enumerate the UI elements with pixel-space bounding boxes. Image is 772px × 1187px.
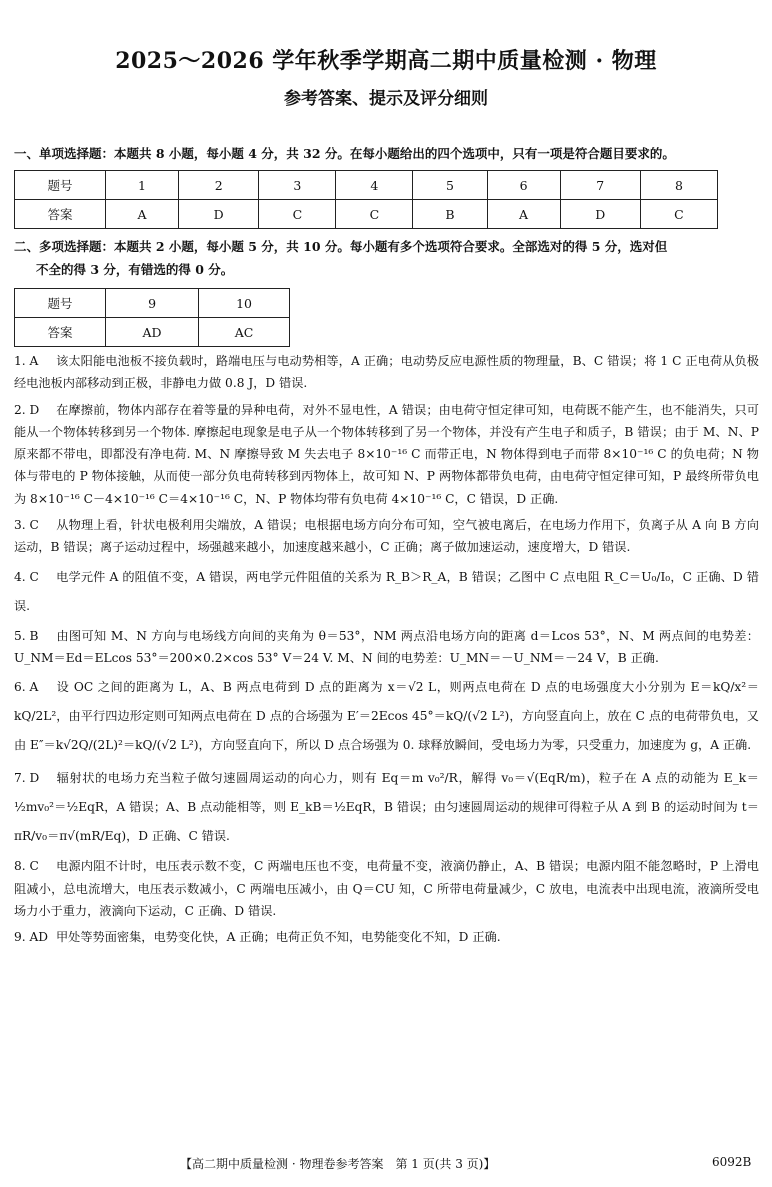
question-number: 2 [179, 171, 259, 200]
table-row [15, 318, 290, 347]
solution-number: 8. C [14, 859, 39, 874]
solution-item [14, 563, 759, 621]
row-label: 答案 [15, 318, 106, 347]
answer-cell: D [179, 200, 259, 229]
question-number: 7 [560, 171, 640, 200]
solution-item [14, 625, 759, 670]
question-number: 1 [106, 171, 179, 200]
solution-item [14, 673, 759, 760]
solution-text: 设 OC 之间的距离为 L，A、B 两点电荷到 D 点的距离为 x＝√2 L，则两点电荷在 D 点的电场强度大小分别为 E＝kQ/x²＝kQ/2L²，由平行四边形定则可知两点电荷在 D 点的合场强为 E′＝2Ecos 45°＝kQ/(√2 L²)，方向竖直向上，放在 C 点的电荷带负电，又由 E″＝k√2Q/(2L)²＝kQ/(√2 L²)，方向竖直向下，所以 D 点合场强为 0. 球释放瞬间，受电场力为零，只受重力，加速度为 g，A 正确. [14, 680, 759, 753]
question-number: 5 [413, 171, 487, 200]
answer-cell: B [413, 200, 487, 229]
answer-cell: AD [106, 318, 199, 347]
solution-text: 由图可知 M、N 方向与电场线方向间的夹角为 θ＝53°，NM 两点沿电场方向的距离 d＝Lcos 53°，N、M 两点间的电势差：U_NM＝Ed＝ELcos 53°＝200×0.2×cos 53° V＝24 V. M、N 间的电势差：U_MN＝－U_NM＝－24 V，B 正确. [14, 628, 759, 665]
solutions-list [14, 350, 759, 952]
solution-item [14, 926, 759, 948]
solution-text: 该太阳能电池板不接负载时，路端电压与电动势相等，A 正确；电动势反应电源性质的物理量，B、C 错误；将 1 C 正电荷从负极经电池板内部移动到正极，非静电力做 0.8 J，D 错误. [14, 354, 759, 391]
section2-answer-table [14, 288, 290, 347]
section1-answer-table [14, 170, 718, 229]
question-number: 3 [259, 171, 336, 200]
question-number: 6 [487, 171, 560, 200]
solution-number: 6. A [14, 680, 39, 695]
page-subtitle: 参考答案、提示及评分细则 [284, 89, 488, 109]
section2-heading: 二、多项选择题：本题共 2 小题，每小题 5 分，共 10 分。每小题有多个选项符合要求。全部选对的得 5 分，选对但 [14, 239, 668, 254]
answer-cell: C [640, 200, 717, 229]
solution-item [14, 514, 759, 559]
solution-number: 2. D [14, 402, 40, 417]
question-number: 9 [106, 289, 199, 318]
answer-cell: A [106, 200, 179, 229]
footer-code: 6092B [712, 1155, 752, 1169]
question-number: 10 [199, 289, 290, 318]
solution-number: 7. D [14, 771, 40, 786]
solution-item [14, 855, 759, 922]
solution-number: 1. A [14, 354, 39, 368]
solution-text: 从物理上看，针状电极利用尖端放，A 错误；电根据电场方向分布可知，空气被电离后，在电场力作用下，负离子从 A 向 B 方向运动，B 错误；离子运动过程中，场强越来越小，加速度越来越小，C 正确；离子做加速运动，速度增大，D 错误. [14, 518, 759, 555]
solution-number: 4. C [14, 569, 39, 584]
solution-number: 5. B [14, 628, 39, 643]
solution-item [14, 350, 759, 395]
answer-cell: D [560, 200, 640, 229]
section1-heading: 一、单项选择题：本题共 8 小题，每小题 4 分，共 32 分。在每小题给出的四个选项中，只有一项是符合题目要求的。 [14, 146, 675, 161]
section2-heading-cont: 不全的得 3 分，有错选的得 0 分。 [36, 262, 234, 277]
solution-text: 甲处等势面密集，电势变化快，A 正确；电荷正负不知，电势能变化不知，D 正确. [56, 930, 501, 945]
answer-cell: A [487, 200, 560, 229]
table-row [15, 289, 290, 318]
solution-text: 辐射状的电场力充当粒子做匀速圆周运动的向心力，则有 Eq＝m v₀²/R，解得 v₀＝√(EqR/m)，粒子在 A 点的动能为 E_k＝½mv₀²＝½EqR，A 错误；A、B 点动能相等，则 E_kB＝½EqR，B 错误；由匀速圆周运动的规律可得粒子从 A 到 B 的运动时间为 t＝πR/v₀＝π√(mR/Eq)，D 正确、C 错误. [14, 771, 759, 844]
footer-page-info: 【高二期中质量检测 · 物理卷参考答案 第 1 页(共 3 页)】 [180, 1157, 496, 1171]
solution-item [14, 764, 759, 851]
question-number: 4 [336, 171, 413, 200]
answer-cell: C [336, 200, 413, 229]
table-row [15, 171, 718, 200]
row-label: 题号 [15, 171, 106, 200]
question-number: 8 [640, 171, 717, 200]
solution-text: 在摩擦前，物体内部存在着等量的异种电荷，对外不显电性，A 错误；由电荷守恒定律可知，电荷既不能产生，也不能消失，只可能从一个物体转移到另一个物体. 摩擦起电现象是电子从一个物体转移到了另一个物体，并没有产生电子和质子，B 错误；由于 M、N、P 原来都不带电，即都没有净电荷. M、N 摩擦导致 M 失去电子 8×10⁻¹⁶ C 而带正电，N 物体得到电子而带 8×10⁻¹⁶ C 的负电荷；N 物体与带电的 P 物体接触，从而使一部分负电荷转移到丙物体上，故可知 N、P 两物体都带负电荷，由电荷守恒定律可知，P 最终所带负电为 8×10⁻¹⁶ C－4×10⁻¹⁶ C＝4×10⁻¹⁶ C，N、P 物体均带有负电荷 4×10⁻¹⁶ C，C 错误，D 正确. [14, 402, 759, 506]
page-title: 2025～2026 学年秋季学期高二期中质量检测 · 物理 [115, 48, 657, 74]
answer-cell: C [259, 200, 336, 229]
solution-number: 3. C [14, 518, 39, 533]
solution-text: 电学元件 A 的阻值不变，A 错误，两电学元件阻值的关系为 R_B＞R_A，B 错误；乙图中 C 点电阻 R_C＝U₀/I₀，C 正确、D 错误. [14, 569, 759, 613]
answer-cell: AC [199, 318, 290, 347]
table-row [15, 200, 718, 229]
row-label: 题号 [15, 289, 106, 318]
row-label: 答案 [15, 200, 106, 229]
solution-item [14, 399, 759, 510]
solution-text: 电源内阻不计时，电压表示数不变，C 两端电压也不变，电荷量不变，液滴仍静止，A、B 错误；电源内阻不能忽略时，P 上滑电阻减小，总电流增大，电压表示数减小，C 两端电压减小，由 Q＝CU 知，C 所带电荷量减少，C 放电，电流表中出现电流，液滴所受电场力小于重力，液滴向下运动，C 正确、D 错误. [14, 859, 759, 918]
solution-number: 9. AD [14, 930, 49, 945]
